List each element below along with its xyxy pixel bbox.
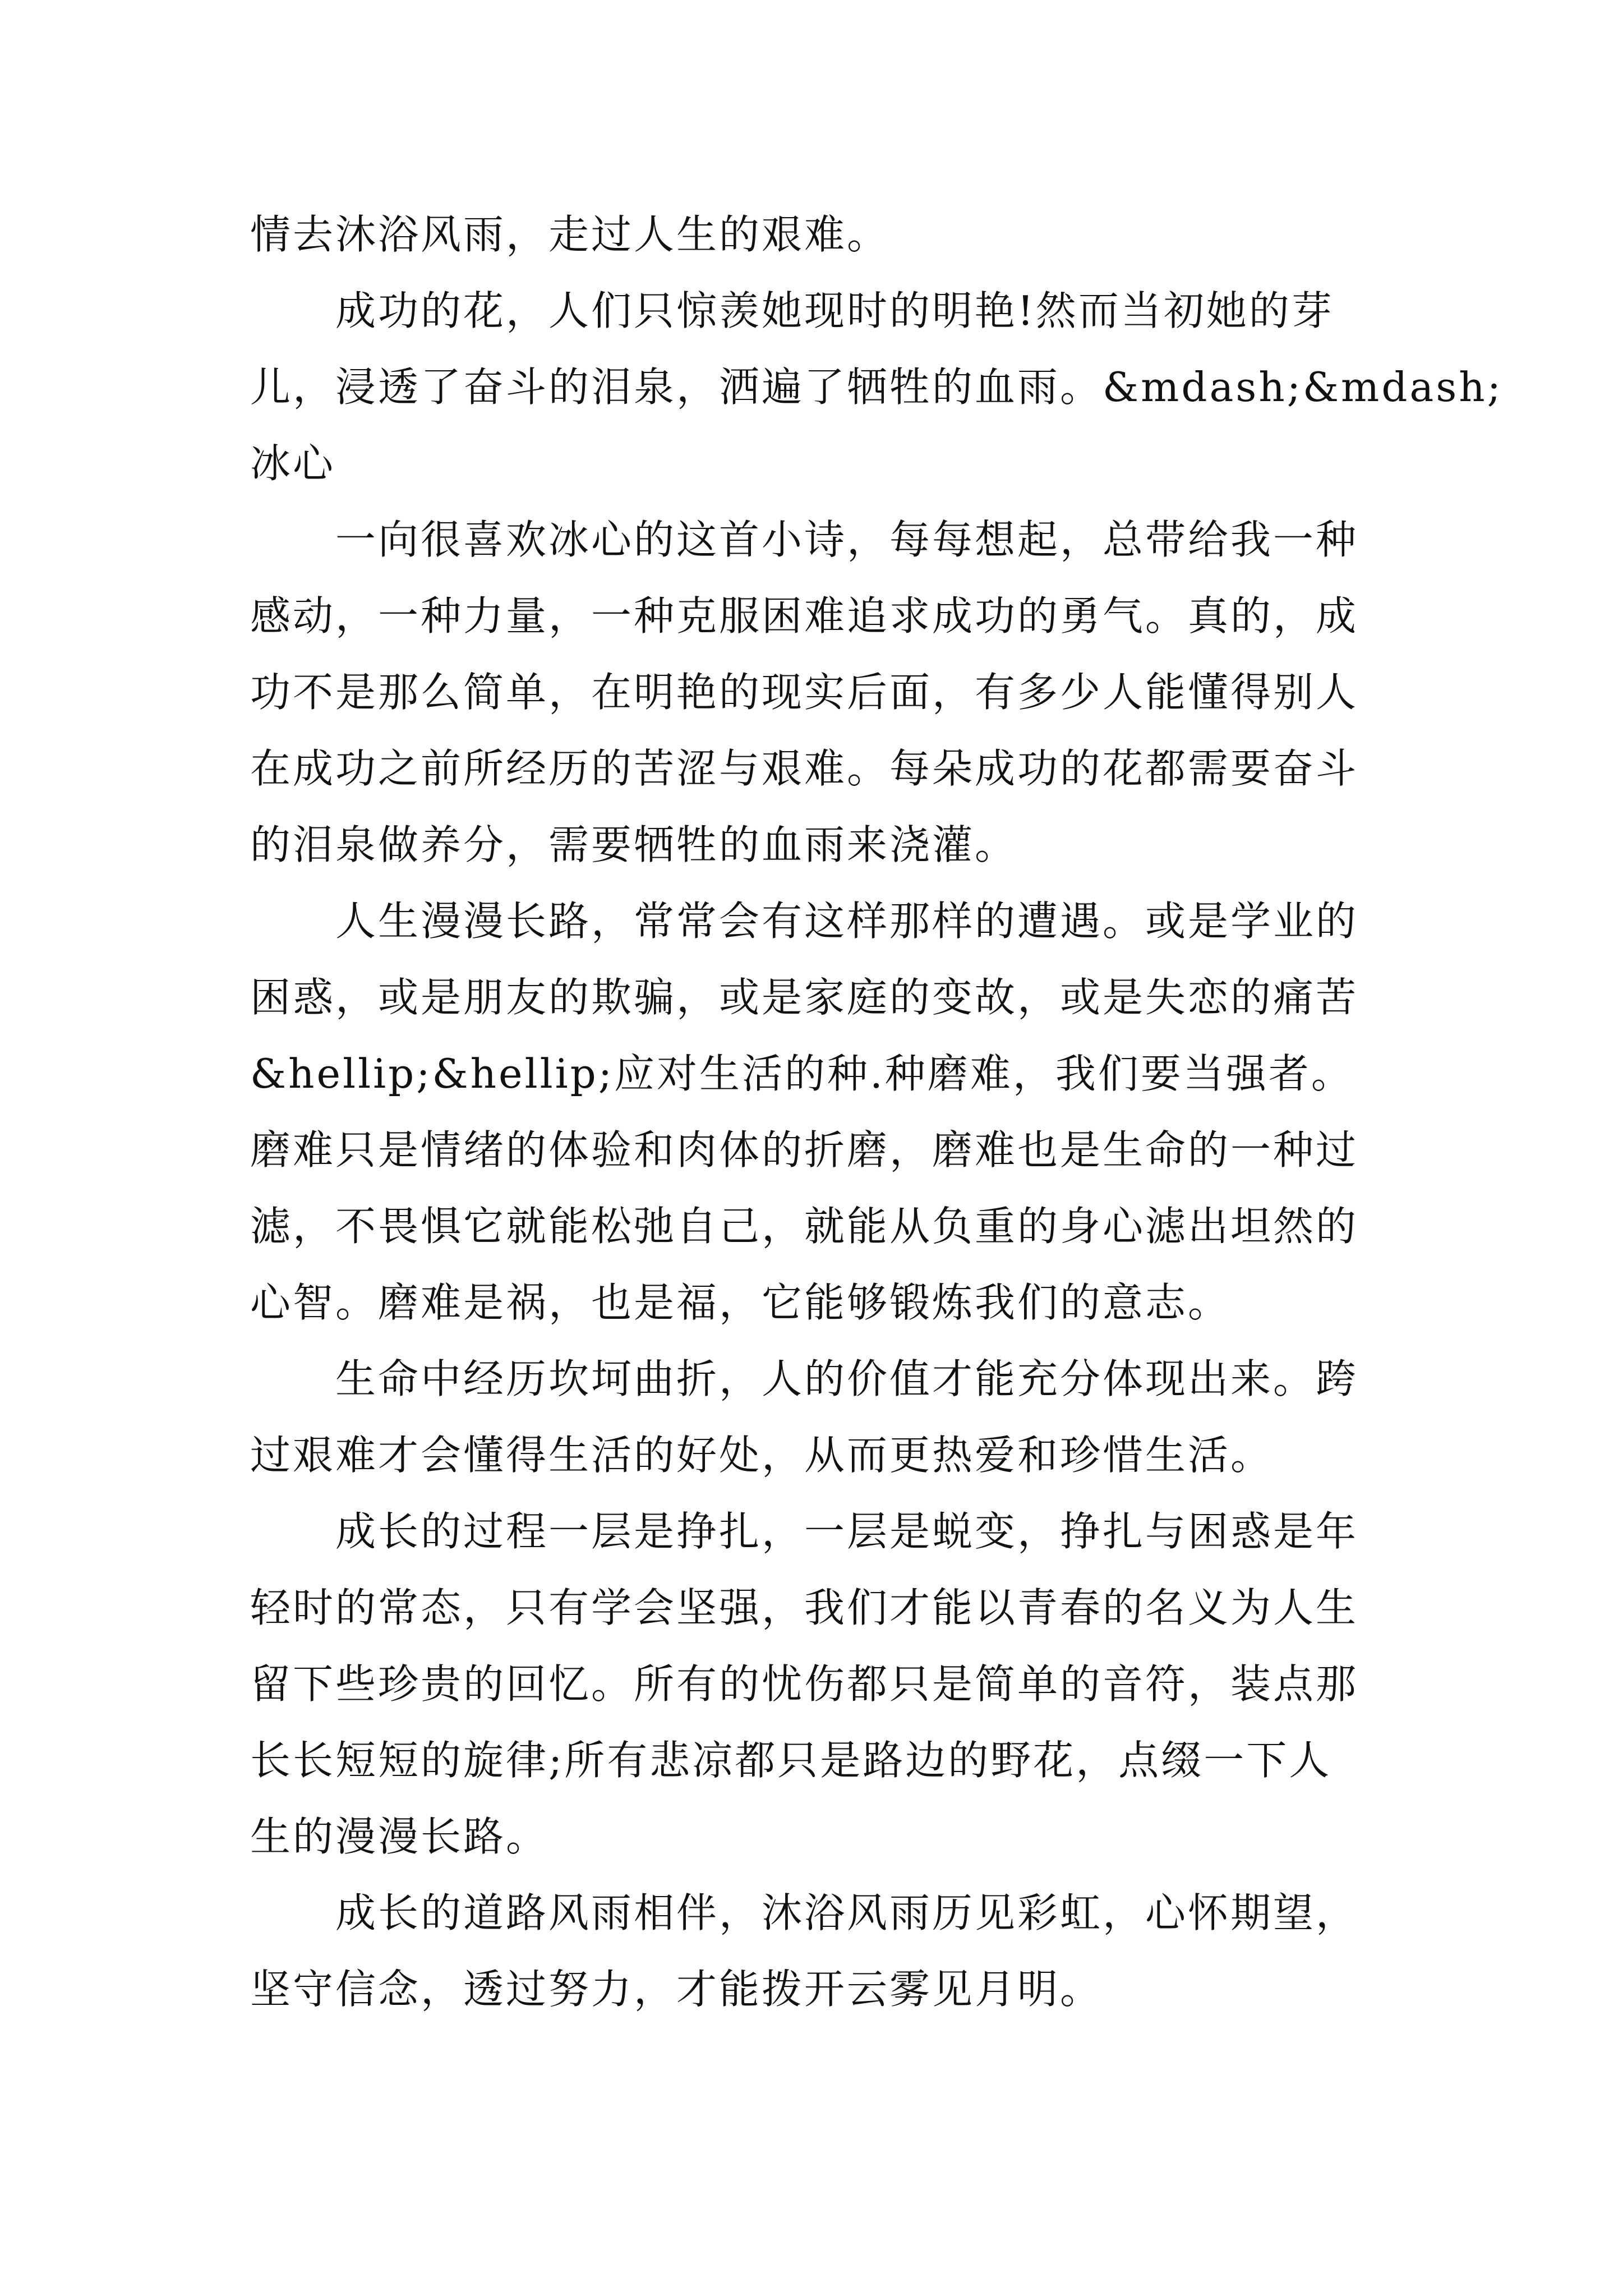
text-line: 儿，浸透了奋斗的泪泉，洒遍了牺牲的血雨。&mdash;&mdash; [250,364,1503,411]
text-line: 成功的花，人们只惊羡她现时的明艳!然而当初她的芽 [335,287,1334,334]
text-line: 一向很喜欢冰心的这首小诗，每每想起，总带给我一种 [335,516,1359,563]
text-line: 的泪泉做养分，需要牺牲的血雨来浇灌。 [250,821,1018,868]
text-line: 人生漫漫长路，常常会有这样那样的遭遇。或是学业的 [335,898,1359,945]
text-line: 滤，不畏惧它就能松弛自己，就能从负重的身心滤出坦然的 [250,1203,1359,1250]
text-line: 生的漫漫长路。 [250,1813,549,1860]
text-line: 感动，一种力量，一种克服困难追求成功的勇气。真的，成 [250,592,1359,639]
text-line: 情去沐浴风雨，走过人生的艰难。 [250,211,890,258]
text-line: 成长的道路风雨相伴，沐浴风雨历见彩虹，心怀期望， [335,1889,1359,1936]
text-line: 冰心 [250,440,336,487]
text-line: 长长短短的旋律;所有悲凉都只是路边的野花，点缀一下人 [250,1737,1332,1784]
text-line: 困惑，或是朋友的欺骗，或是家庭的变故，或是失恋的痛苦 [250,974,1359,1021]
text-line: 心智。磨难是祸，也是福，它能够锻炼我们的意志。 [250,1279,1231,1326]
text-line: 生命中经历坎坷曲折，人的价值才能充分体现出来。跨 [335,1355,1359,1402]
text-line: 成长的过程一层是挣扎，一层是蜕变，挣扎与困惑是年 [335,1508,1359,1555]
text-line: 过艰难才会懂得生活的好处，从而更热爱和珍惜生活。 [250,1432,1274,1479]
text-line: 在成功之前所经历的苦涩与艰难。每朵成功的花都需要奋斗 [250,745,1359,792]
document-body [250,196,1503,2027]
text-line: 磨难只是情绪的体验和肉体的折磨，磨难也是生命的一种过 [250,1126,1359,1174]
text-line: 功不是那么简单，在明艳的现实后面，有多少人能懂得别人 [250,669,1359,716]
text-line: 留下些珍贵的回忆。所有的忧伤都只是简单的音符，装点那 [250,1660,1359,1708]
text-line: 轻时的常态，只有学会坚强，我们才能以青春的名义为人生 [250,1584,1359,1631]
text-line: 坚守信念，透过努力，才能拨开云雾见月明。 [250,1966,1103,2013]
text-line: &hellip;&hellip;应对生活的种.种磨难，我们要当强者。 [250,1050,1354,1097]
